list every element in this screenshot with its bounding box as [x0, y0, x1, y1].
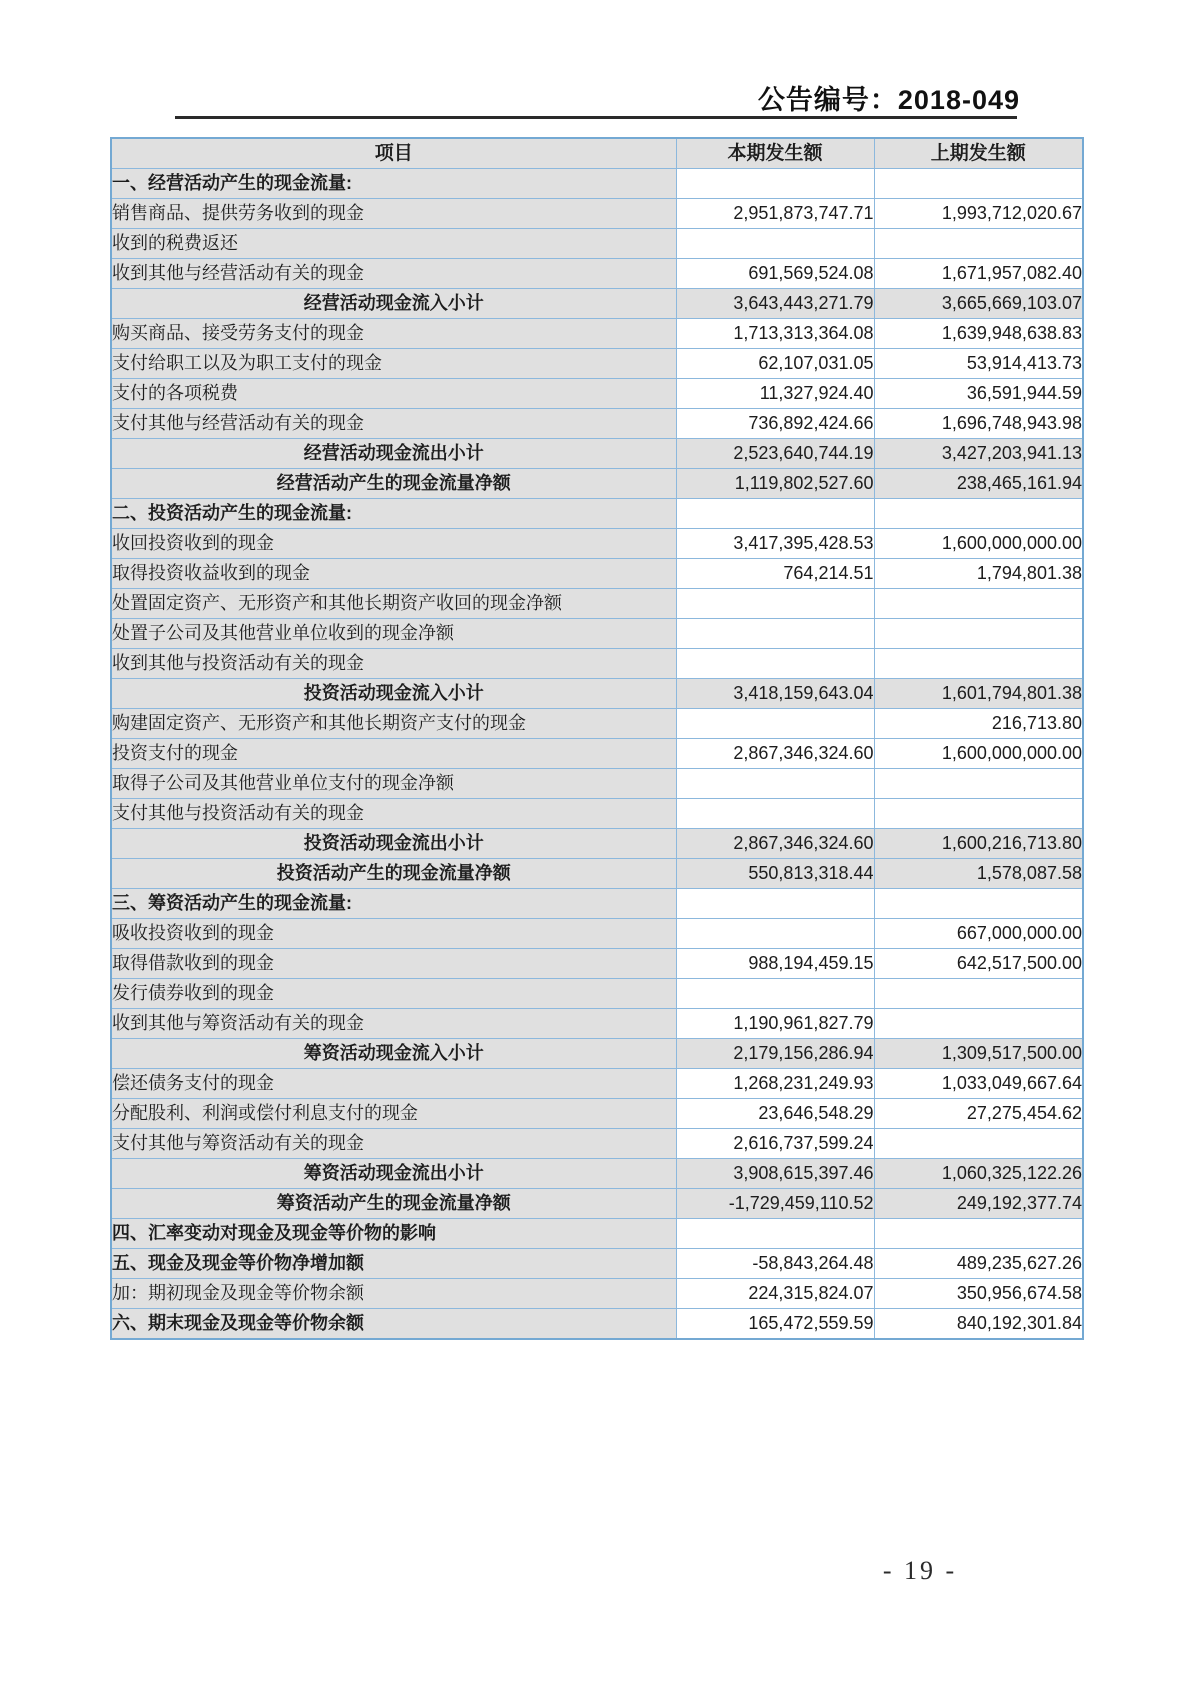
- table-row: [111, 319, 1083, 349]
- row-label: 收到其他与投资活动有关的现金: [111, 649, 676, 679]
- row-current-period-value: 988,194,459.15: [676, 949, 874, 979]
- col-header-item: 项目: [111, 138, 676, 169]
- table-row: [111, 259, 1083, 289]
- row-prior-period-value: [874, 619, 1083, 649]
- row-current-period-value: [676, 769, 874, 799]
- row-prior-period-value: 1,033,049,667.64: [874, 1069, 1083, 1099]
- row-current-period-value: -1,729,459,110.52: [676, 1189, 874, 1219]
- row-current-period-value: 23,646,548.29: [676, 1099, 874, 1129]
- table-row: [111, 169, 1083, 199]
- row-label: 收到的税费返还: [111, 229, 676, 259]
- row-current-period-value: [676, 649, 874, 679]
- row-label: 取得子公司及其他营业单位支付的现金净额: [111, 769, 676, 799]
- row-label: 四、汇率变动对现金及现金等价物的影响: [111, 1219, 676, 1249]
- header-divider: [175, 116, 1017, 119]
- row-label: 购买商品、接受劳务支付的现金: [111, 319, 676, 349]
- table-row: [111, 829, 1083, 859]
- table-row: [111, 1129, 1083, 1159]
- row-current-period-value: [676, 919, 874, 949]
- table-row: [111, 619, 1083, 649]
- row-prior-period-value: 1,639,948,638.83: [874, 319, 1083, 349]
- row-current-period-value: [676, 979, 874, 1009]
- row-label: 三、筹资活动产生的现金流量:: [111, 889, 676, 919]
- col-header-prior-period: 上期发生额: [874, 138, 1083, 169]
- row-prior-period-value: 216,713.80: [874, 709, 1083, 739]
- row-prior-period-value: 350,956,674.58: [874, 1279, 1083, 1309]
- table-row: [111, 1279, 1083, 1309]
- row-label: 一、经营活动产生的现金流量:: [111, 169, 676, 199]
- row-current-period-value: 2,616,737,599.24: [676, 1129, 874, 1159]
- row-prior-period-value: 1,309,517,500.00: [874, 1039, 1083, 1069]
- table-row: [111, 469, 1083, 499]
- row-label: 取得投资收益收到的现金: [111, 559, 676, 589]
- row-label: 购建固定资产、无形资产和其他长期资产支付的现金: [111, 709, 676, 739]
- row-prior-period-value: 642,517,500.00: [874, 949, 1083, 979]
- row-current-period-value: 1,268,231,249.93: [676, 1069, 874, 1099]
- row-label: 筹资活动产生的现金流量净额: [111, 1189, 676, 1219]
- table-row: [111, 799, 1083, 829]
- table-row: [111, 769, 1083, 799]
- row-prior-period-value: [874, 889, 1083, 919]
- row-prior-period-value: [874, 589, 1083, 619]
- row-prior-period-value: [874, 1129, 1083, 1159]
- row-prior-period-value: [874, 799, 1083, 829]
- row-current-period-value: 2,179,156,286.94: [676, 1039, 874, 1069]
- row-current-period-value: 224,315,824.07: [676, 1279, 874, 1309]
- table-row: [111, 649, 1083, 679]
- table-row: [111, 409, 1083, 439]
- row-prior-period-value: 667,000,000.00: [874, 919, 1083, 949]
- row-prior-period-value: [874, 769, 1083, 799]
- row-prior-period-value: 1,600,216,713.80: [874, 829, 1083, 859]
- table-row: [111, 979, 1083, 1009]
- row-label: 投资活动现金流入小计: [111, 679, 676, 709]
- row-label: 偿还债务支付的现金: [111, 1069, 676, 1099]
- row-label: 筹资活动现金流入小计: [111, 1039, 676, 1069]
- row-label: 五、现金及现金等价物净增加额: [111, 1249, 676, 1279]
- row-prior-period-value: 27,275,454.62: [874, 1099, 1083, 1129]
- row-current-period-value: 1,119,802,527.60: [676, 469, 874, 499]
- table-row: [111, 739, 1083, 769]
- row-label: 发行债券收到的现金: [111, 979, 676, 1009]
- table-row: [111, 349, 1083, 379]
- row-label: 筹资活动现金流出小计: [111, 1159, 676, 1189]
- col-header-current-period: 本期发生额: [676, 138, 874, 169]
- row-current-period-value: 3,908,615,397.46: [676, 1159, 874, 1189]
- row-current-period-value: [676, 589, 874, 619]
- row-prior-period-value: 840,192,301.84: [874, 1309, 1083, 1340]
- row-prior-period-value: 36,591,944.59: [874, 379, 1083, 409]
- row-label: 取得借款收到的现金: [111, 949, 676, 979]
- row-label: 收回投资收到的现金: [111, 529, 676, 559]
- row-prior-period-value: 3,665,669,103.07: [874, 289, 1083, 319]
- row-prior-period-value: 1,601,794,801.38: [874, 679, 1083, 709]
- row-current-period-value: 2,951,873,747.71: [676, 199, 874, 229]
- table-row: [111, 289, 1083, 319]
- row-current-period-value: 691,569,524.08: [676, 259, 874, 289]
- table-row: [111, 1219, 1083, 1249]
- row-prior-period-value: 1,671,957,082.40: [874, 259, 1083, 289]
- announcement-number: 公告编号：2018-049: [757, 85, 1020, 115]
- row-label: 六、期末现金及现金等价物余额: [111, 1309, 676, 1340]
- row-label: 加：期初现金及现金等价物余额: [111, 1279, 676, 1309]
- row-label: 支付其他与筹资活动有关的现金: [111, 1129, 676, 1159]
- row-label: 处置固定资产、无形资产和其他长期资产收回的现金净额: [111, 589, 676, 619]
- row-prior-period-value: 1,600,000,000.00: [874, 739, 1083, 769]
- table-row: [111, 1249, 1083, 1279]
- row-current-period-value: 3,643,443,271.79: [676, 289, 874, 319]
- cash-flow-table: [110, 137, 1084, 1340]
- row-current-period-value: [676, 889, 874, 919]
- row-prior-period-value: [874, 649, 1083, 679]
- table-row: [111, 889, 1083, 919]
- table-row: [111, 679, 1083, 709]
- row-label: 收到其他与经营活动有关的现金: [111, 259, 676, 289]
- row-label: 吸收投资收到的现金: [111, 919, 676, 949]
- row-current-period-value: 165,472,559.59: [676, 1309, 874, 1340]
- row-current-period-value: 1,713,313,364.08: [676, 319, 874, 349]
- row-current-period-value: 11,327,924.40: [676, 379, 874, 409]
- row-current-period-value: 736,892,424.66: [676, 409, 874, 439]
- row-prior-period-value: [874, 229, 1083, 259]
- table-row: [111, 859, 1083, 889]
- row-label: 支付其他与投资活动有关的现金: [111, 799, 676, 829]
- row-current-period-value: 2,867,346,324.60: [676, 739, 874, 769]
- table-row: [111, 529, 1083, 559]
- table-row: [111, 1189, 1083, 1219]
- row-prior-period-value: [874, 1219, 1083, 1249]
- table-row: [111, 1069, 1083, 1099]
- row-label: 投资活动现金流出小计: [111, 829, 676, 859]
- row-current-period-value: [676, 499, 874, 529]
- row-label: 经营活动产生的现金流量净额: [111, 469, 676, 499]
- row-current-period-value: [676, 1219, 874, 1249]
- row-current-period-value: [676, 169, 874, 199]
- row-label: 投资活动产生的现金流量净额: [111, 859, 676, 889]
- row-label: 收到其他与筹资活动有关的现金: [111, 1009, 676, 1039]
- row-label: 处置子公司及其他营业单位收到的现金净额: [111, 619, 676, 649]
- row-prior-period-value: [874, 499, 1083, 529]
- row-label: 投资支付的现金: [111, 739, 676, 769]
- row-prior-period-value: [874, 169, 1083, 199]
- table-row: [111, 589, 1083, 619]
- table-header-row: [111, 138, 1083, 169]
- row-current-period-value: 2,523,640,744.19: [676, 439, 874, 469]
- row-current-period-value: -58,843,264.48: [676, 1249, 874, 1279]
- row-current-period-value: 3,418,159,643.04: [676, 679, 874, 709]
- row-current-period-value: [676, 229, 874, 259]
- row-prior-period-value: [874, 979, 1083, 1009]
- page-number: - 19 -: [882, 1556, 958, 1585]
- row-prior-period-value: 53,914,413.73: [874, 349, 1083, 379]
- row-prior-period-value: 1,993,712,020.67: [874, 199, 1083, 229]
- table-row: [111, 709, 1083, 739]
- row-prior-period-value: 1,060,325,122.26: [874, 1159, 1083, 1189]
- table-row: [111, 439, 1083, 469]
- row-current-period-value: [676, 619, 874, 649]
- row-current-period-value: 62,107,031.05: [676, 349, 874, 379]
- row-current-period-value: 764,214.51: [676, 559, 874, 589]
- table-row: [111, 1099, 1083, 1129]
- table-row: [111, 559, 1083, 589]
- table-row: [111, 199, 1083, 229]
- row-prior-period-value: 489,235,627.26: [874, 1249, 1083, 1279]
- table-row: [111, 1309, 1083, 1340]
- row-current-period-value: 1,190,961,827.79: [676, 1009, 874, 1039]
- row-current-period-value: [676, 799, 874, 829]
- table-row: [111, 229, 1083, 259]
- table-row: [111, 1009, 1083, 1039]
- table-row: [111, 379, 1083, 409]
- table-row: [111, 1039, 1083, 1069]
- row-label: 二、投资活动产生的现金流量:: [111, 499, 676, 529]
- table-row: [111, 919, 1083, 949]
- row-prior-period-value: 1,794,801.38: [874, 559, 1083, 589]
- row-label: 支付的各项税费: [111, 379, 676, 409]
- row-current-period-value: [676, 709, 874, 739]
- table-row: [111, 499, 1083, 529]
- row-prior-period-value: 1,696,748,943.98: [874, 409, 1083, 439]
- row-label: 经营活动现金流出小计: [111, 439, 676, 469]
- table-row: [111, 949, 1083, 979]
- row-prior-period-value: 1,600,000,000.00: [874, 529, 1083, 559]
- row-current-period-value: 550,813,318.44: [676, 859, 874, 889]
- row-label: 分配股利、利润或偿付利息支付的现金: [111, 1099, 676, 1129]
- row-prior-period-value: 249,192,377.74: [874, 1189, 1083, 1219]
- row-prior-period-value: [874, 1009, 1083, 1039]
- row-prior-period-value: 238,465,161.94: [874, 469, 1083, 499]
- table-row: [111, 1159, 1083, 1189]
- row-label: 经营活动现金流入小计: [111, 289, 676, 319]
- row-label: 支付其他与经营活动有关的现金: [111, 409, 676, 439]
- row-label: 销售商品、提供劳务收到的现金: [111, 199, 676, 229]
- row-current-period-value: 3,417,395,428.53: [676, 529, 874, 559]
- row-label: 支付给职工以及为职工支付的现金: [111, 349, 676, 379]
- row-prior-period-value: 1,578,087.58: [874, 859, 1083, 889]
- row-prior-period-value: 3,427,203,941.13: [874, 439, 1083, 469]
- row-current-period-value: 2,867,346,324.60: [676, 829, 874, 859]
